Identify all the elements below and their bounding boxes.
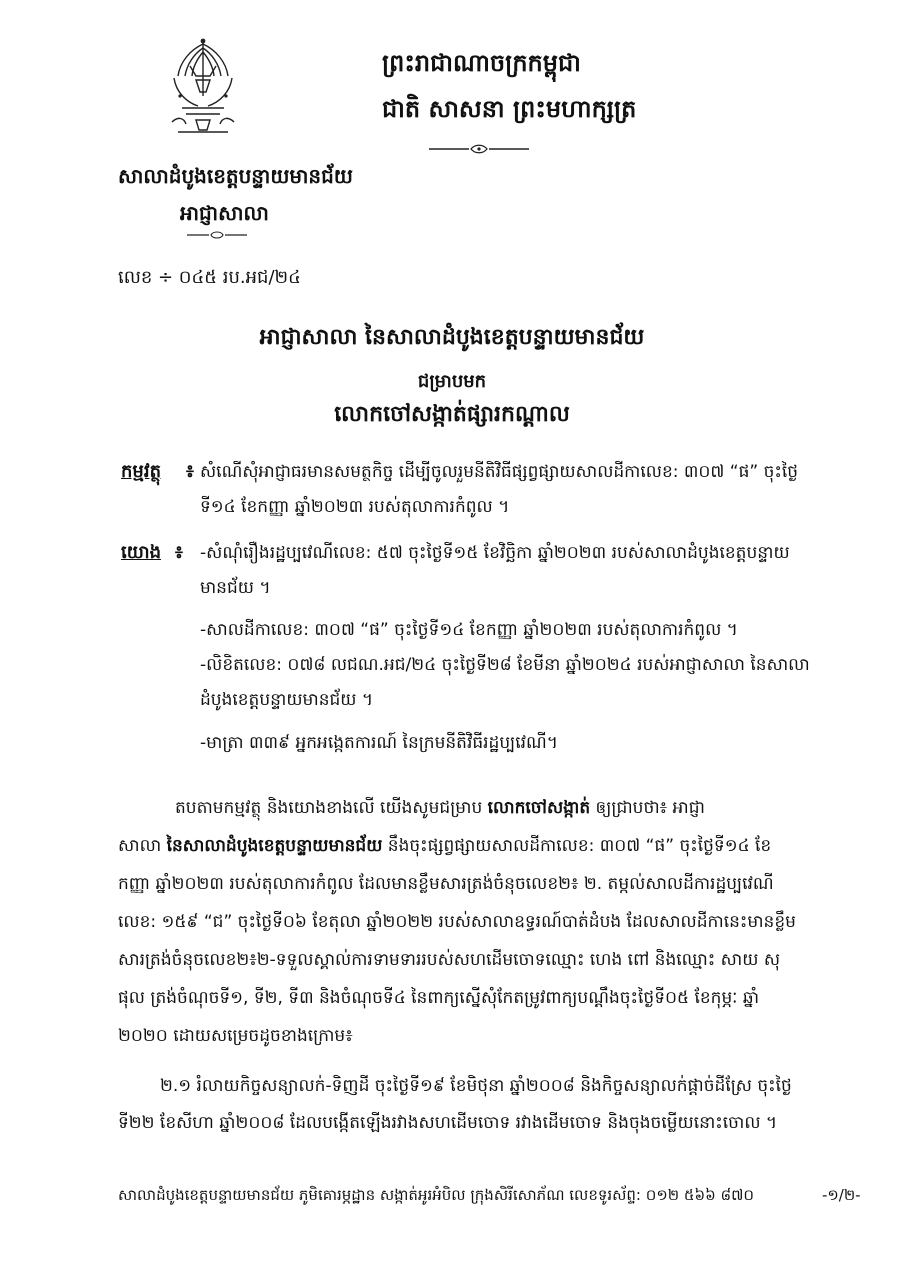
body-text: ឲ្យជ្រាបថា៖ អាជ្ញា — [590, 798, 705, 818]
reference-item: -លិខិតលេខ: ០៧៨ លជណ.អជ/២៤ ចុះថ្ងៃទី២៨ ខែមីនា ឆ្នាំ២០២៤ របស់អាជ្ញាសាលា នៃសាលា — [200, 655, 810, 675]
reference-item: ដំបូងខេត្តបន្ទាយមានជ័យ ។ — [200, 690, 374, 710]
body-text: សាលា — [118, 836, 167, 856]
page-number: -១/២- — [822, 1186, 861, 1204]
subject-text-line: ទី១៤ ខែកញ្ញា ឆ្នាំ២០២៣ របស់តុលាការកំពូល ។ — [200, 497, 510, 517]
subject-colon: ៖ — [186, 461, 194, 482]
body-paragraph-line: សារត្រង់ចំនុចលេខ២៖២-ទទួលស្គាល់ការទាមទាររបស់សហដើមចោទឈ្មោះ ហេង ពៅ និងឈ្មោះ សាយ សុ — [118, 950, 781, 970]
body-paragraph-line: ផុល ត្រង់ចំណុចទី១, ទី២, ទី៣ និងចំណុចទី៤ នៃពាក្យស្នើសុំកែតម្រូវពាក្យបណ្តឹងចុះថ្ងៃទី០៥ ខែកុម្ភៈ ឆ្នាំ — [118, 988, 760, 1008]
reference-item: -សំណុំរឿងរដ្ឋប្បវេណីលេខ: ៥៧ ចុះថ្ងៃទី១៥ ខែវិច្ឆិកា ឆ្នាំ២០២៣ របស់សាលាដំបូងខេត្តបន្ទាយ — [200, 543, 790, 563]
body-paragraph-line — [175, 797, 705, 822]
body-paragraph-line: ទី២២ ខែសីហា ឆ្នាំ២០០៨ ដែលបង្កើតឡើងរវាងសហដើមចោទ រវាងដើមចោទ និងចុងចម្លើយនោះចោល ។ — [118, 1113, 778, 1133]
subject-text-line: សំណើសុំអាជ្ញាធរមានសមត្ថកិច្ច ដើម្បីចូលរួមនីតិវិធីផ្សព្វផ្សាយសាលដីកាលេខ: ៣០៧ “ផ” ចុះថ្ងៃ — [200, 462, 799, 482]
body-paragraph-line: លេខ: ១៥៩ “ជ” ចុះថ្ងៃទី០៦ ខែតុលា ឆ្នាំ២០២២ របស់សាលាឧទ្ធរណ៍បាត់ដំបង ដែលសាលដីកានេះមានខ្លឹម — [118, 912, 796, 932]
body-emphasis: នៃសាលាដំបូងខេត្តបន្ទាយមានជ័យ — [166, 836, 383, 856]
subject-label: កម្មវត្ថុ — [121, 461, 161, 482]
court-name: សាលាដំបូងខេត្តបន្ទាយមានជ័យ — [118, 164, 353, 188]
court-office: អាជ្ញាសាលា — [180, 201, 269, 225]
reference-label: យោង — [121, 542, 161, 563]
body-paragraph-line: កញ្ញា ឆ្នាំ២០២៣ របស់តុលាការកំពូល ដែលមានខ្លឹមសារត្រង់ចំនុចលេខ២៖ ២. តម្កល់សាលដីការដ្ឋប្បវេណី — [118, 874, 774, 894]
letter-recipient: លោកចៅសង្កាត់ផ្សារកណ្តាល — [334, 402, 570, 427]
body-text: នឹងចុះផ្សព្វផ្សាយសាលដីកាលេខ: ៣០៧ “ផ” ចុះថ្ងៃទី១៤ ខែ — [382, 836, 772, 856]
ornament-divider-icon — [185, 230, 249, 240]
document-number: លេខ ÷ ០៤៥ រប.អជ/២៤ — [118, 267, 301, 288]
body-paragraph-line: ២០២០ ដោយសម្រេចដូចខាងក្រោម៖ — [118, 1026, 353, 1046]
body-emphasis: លោកចៅសង្កាត់ — [487, 798, 591, 818]
body-paragraph-line — [118, 835, 771, 860]
letter-salutation: ជម្រាបមក — [417, 371, 487, 392]
national-motto: ជាតិ សាសនា ព្រះមហាក្សត្រ — [382, 95, 637, 123]
royal-emblem-icon — [160, 36, 246, 140]
reference-colon: ៖ — [175, 542, 183, 563]
kingdom-title: ព្រះរាជាណាចក្រកម្ពុជា — [382, 49, 581, 77]
body-paragraph-line: ២.១ រំលាយកិច្ចសន្យាលក់-ទិញដី ចុះថ្ងៃទី១៩ ខែមិថុនា ឆ្នាំ២០០៨ និងកិច្ចសន្យាលក់ផ្តាច់ដីស្រែ ចុះថ្ងៃ — [160, 1076, 792, 1096]
reference-item: មានជ័យ ។ — [200, 578, 271, 598]
ornament-divider-icon — [425, 143, 533, 155]
reference-item: -មាត្រា ៣៣៩ អ្នកអង្កេតការណ៍ នៃក្រមនីតិវិធីរដ្ឋប្បវេណី។ — [200, 733, 558, 753]
letter-sender-title: អាជ្ញាសាលា នៃសាលាដំបូងខេត្តបន្ទាយមានជ័យ — [259, 325, 645, 350]
footer-address: សាលាដំបូងខេត្តបន្ទាយមានជ័យ ភូមិគោរម្ភដ្ឋាន សង្កាត់អូរអំបិល ក្រុងសិរីសោភ័ណ លេខទូរស័ព្ទ: ០១២ ៥៦៦ ៨៧០ — [118, 1186, 755, 1204]
reference-item: -សាលដីកាលេខ: ៣០៧ “ផ” ចុះថ្ងៃទី១៤ ខែកញ្ញា ឆ្នាំ២០២៣ របស់តុលាការកំពូល ។ — [200, 620, 738, 640]
body-text: តបតាមកម្មវត្ថុ និងយោងខាងលើ យើងសូមជម្រាប — [175, 798, 488, 818]
